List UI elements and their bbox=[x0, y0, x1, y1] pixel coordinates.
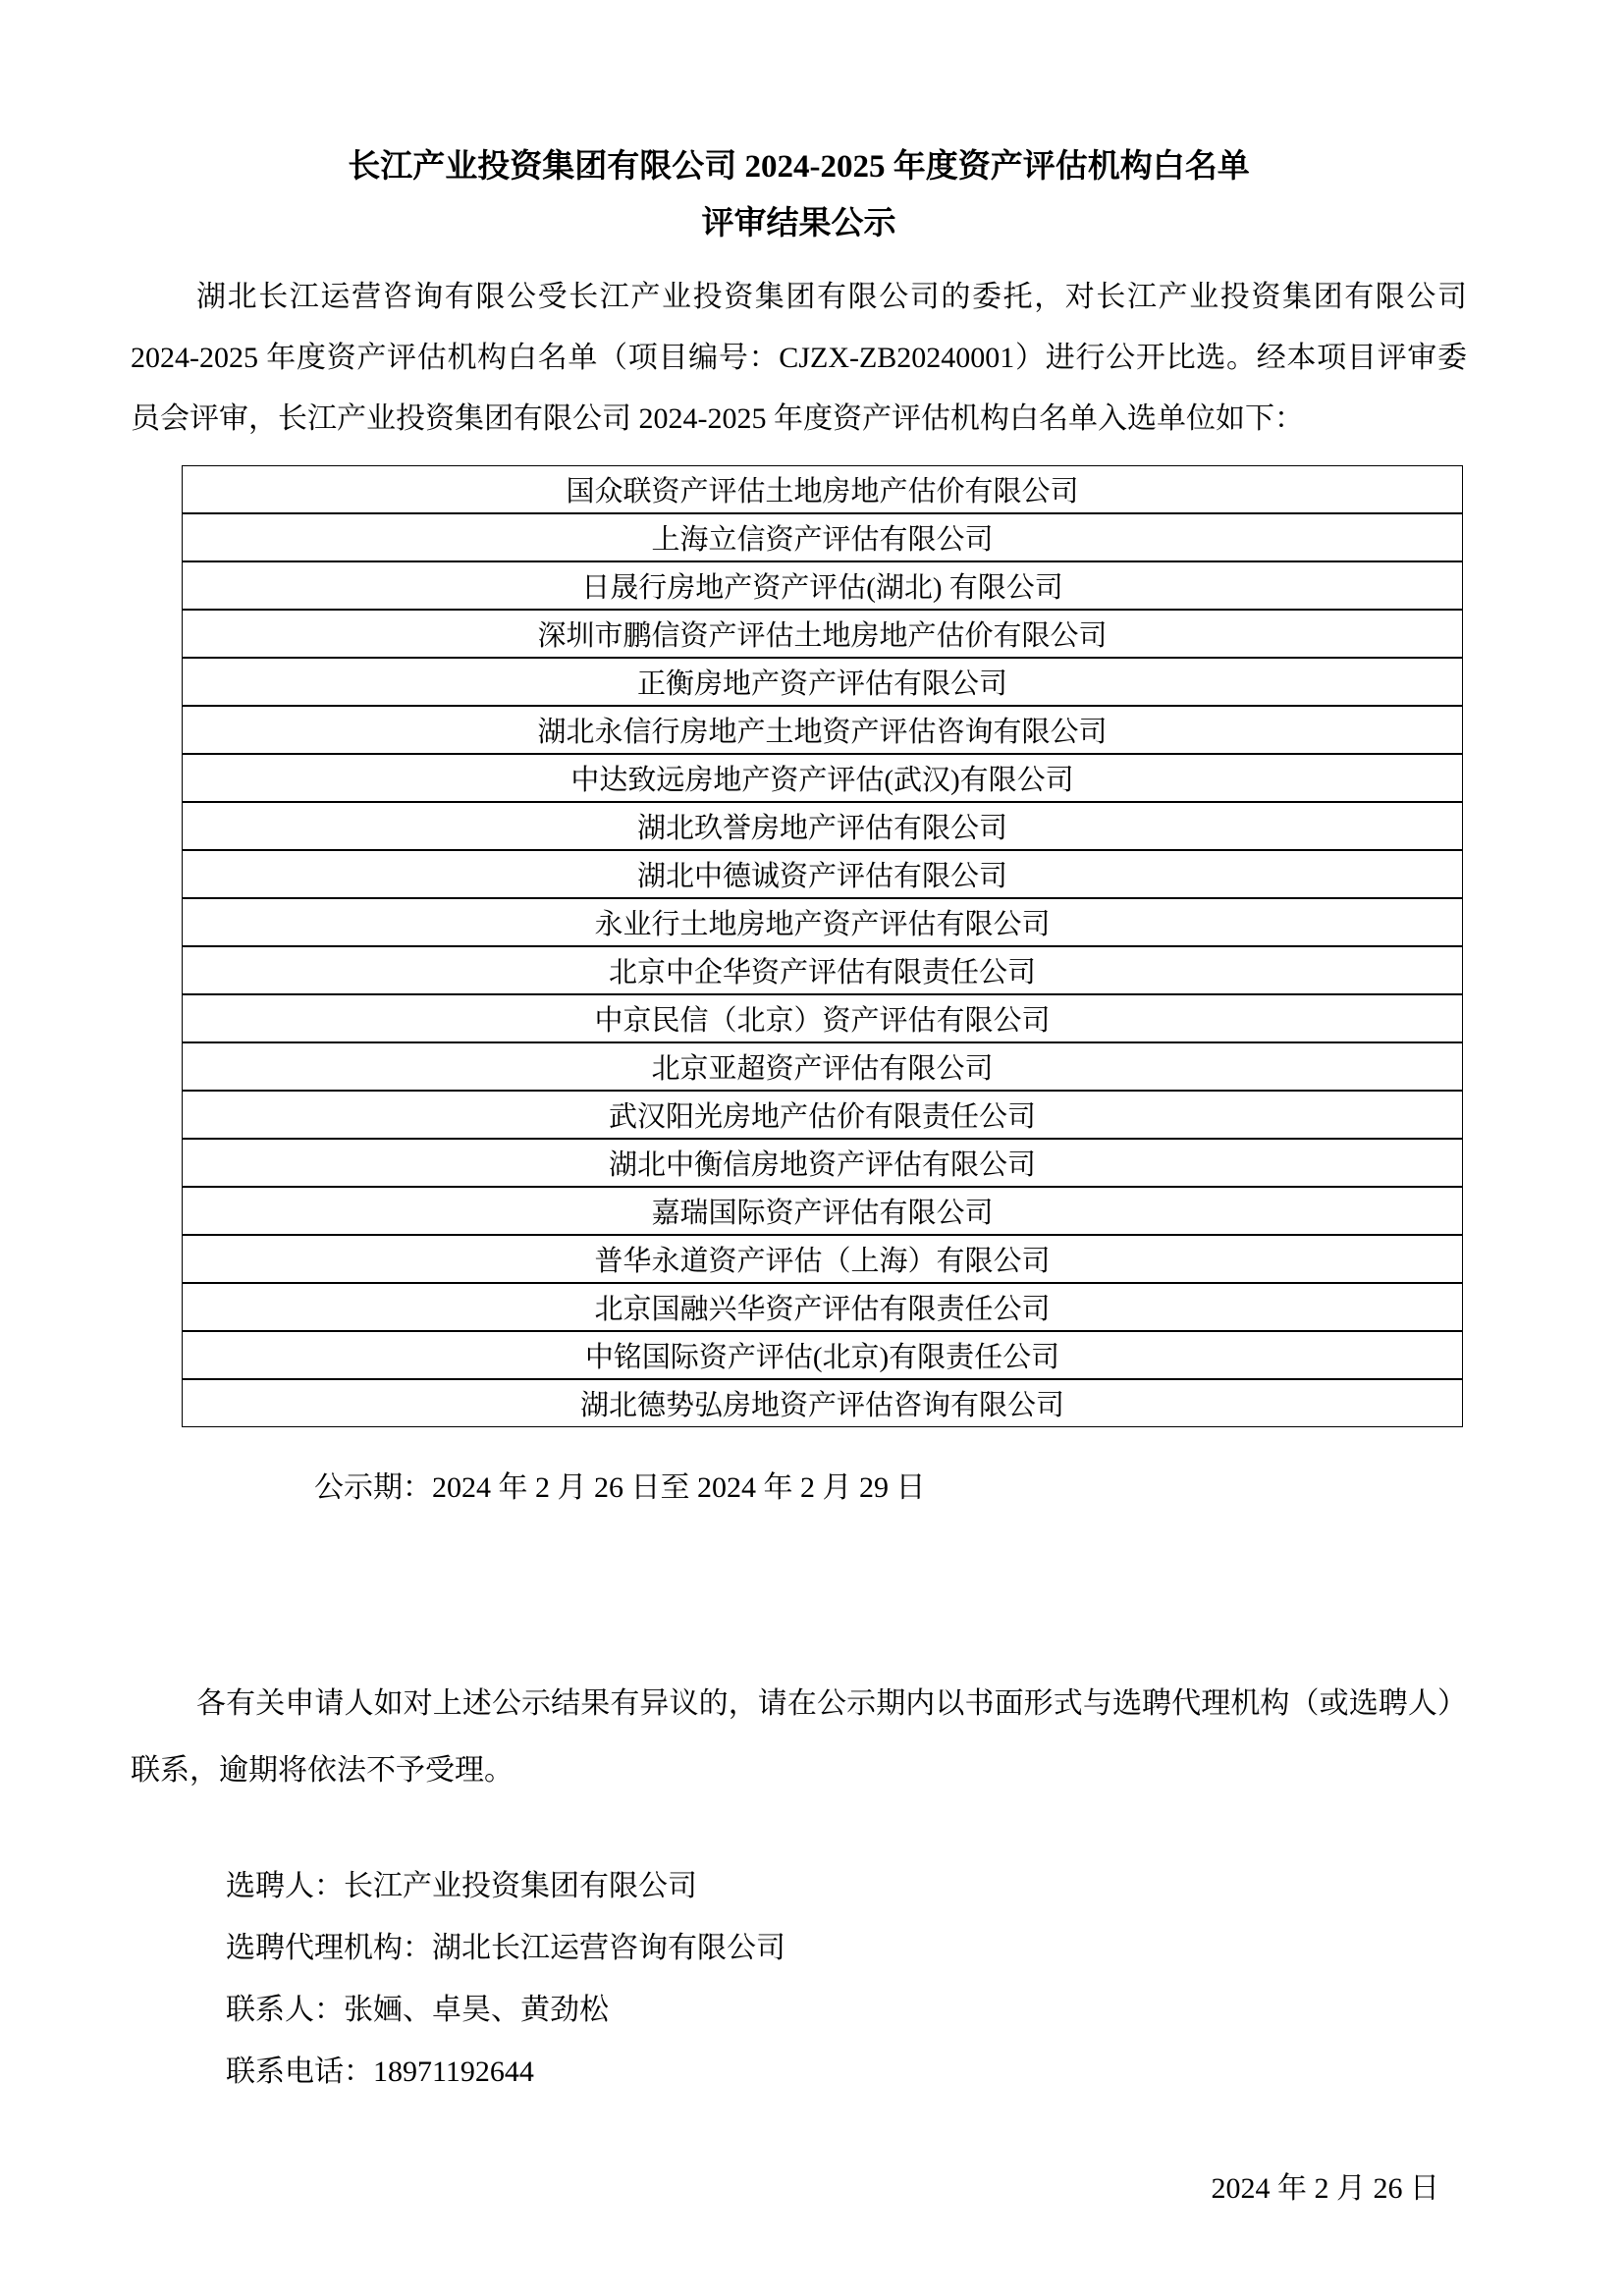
publicity-period: 公示期：2024 年 2 月 26 日至 2024 年 2 月 29 日 bbox=[314, 1470, 926, 1504]
company-name-cell: 北京中企华资产评估有限责任公司 bbox=[182, 946, 1463, 994]
table-row bbox=[182, 561, 1463, 610]
table-row bbox=[182, 610, 1463, 658]
contact-block bbox=[131, 1855, 1467, 2103]
company-name-cell: 北京亚超资产评估有限公司 bbox=[182, 1042, 1463, 1091]
company-name-cell: 湖北永信行房地产土地资产评估咨询有限公司 bbox=[182, 706, 1463, 754]
table-row bbox=[182, 1042, 1463, 1091]
table-row bbox=[182, 706, 1463, 754]
table-row bbox=[182, 1283, 1463, 1331]
table-row bbox=[182, 1379, 1463, 1427]
table-row bbox=[182, 1187, 1463, 1235]
table-row bbox=[182, 513, 1463, 561]
company-name-cell: 中铭国际资产评估(北京)有限责任公司 bbox=[182, 1331, 1463, 1379]
table-row bbox=[182, 994, 1463, 1042]
table-row bbox=[182, 898, 1463, 946]
table-row bbox=[182, 850, 1463, 898]
table-row bbox=[182, 1235, 1463, 1283]
company-name-cell: 上海立信资产评估有限公司 bbox=[182, 513, 1463, 561]
contact-persons-line: 联系人：张婳、卓昊、黄劲松 bbox=[226, 1993, 609, 2026]
document-title-line2: 评审结果公示 bbox=[701, 205, 896, 241]
company-name-cell: 深圳市鹏信资产评估土地房地产估价有限公司 bbox=[182, 610, 1463, 658]
table-row bbox=[182, 802, 1463, 850]
company-name-cell: 中京民信（北京）资产评估有限公司 bbox=[182, 994, 1463, 1042]
document-title-line1: 长江产业投资集团有限公司 2024-2025 年度资产评估机构白名单 bbox=[348, 149, 1250, 185]
selected-companies-table bbox=[182, 465, 1463, 1427]
selected-companies-body bbox=[182, 465, 1463, 1427]
document-date: 2024 年 2 月 26 日 bbox=[1211, 2171, 1439, 2205]
company-name-cell: 湖北中衡信房地资产评估有限公司 bbox=[182, 1139, 1463, 1187]
contact-phone-line: 联系电话：18971192644 bbox=[226, 2055, 534, 2088]
company-name-cell: 永业行土地房地产资产评估有限公司 bbox=[182, 898, 1463, 946]
company-name-cell: 湖北中德诚资产评估有限公司 bbox=[182, 850, 1463, 898]
company-name-cell: 湖北玖誉房地产评估有限公司 bbox=[182, 802, 1463, 850]
company-name-cell: 中达致远房地产资产评估(武汉)有限公司 bbox=[182, 754, 1463, 802]
table-row bbox=[182, 1091, 1463, 1139]
table-row bbox=[182, 658, 1463, 706]
table-row bbox=[182, 1331, 1463, 1379]
company-name-cell: 普华永道资产评估（上海）有限公司 bbox=[182, 1235, 1463, 1283]
employer-line: 选聘人：长江产业投资集团有限公司 bbox=[226, 1869, 697, 1902]
table-row bbox=[182, 754, 1463, 802]
company-name-cell: 正衡房地产资产评估有限公司 bbox=[182, 658, 1463, 706]
company-name-cell: 日晟行房地产资产评估(湖北) 有限公司 bbox=[182, 561, 1463, 610]
company-name-cell: 国众联资产评估土地房地产估价有限公司 bbox=[182, 465, 1463, 513]
company-name-cell: 嘉瑞国际资产评估有限公司 bbox=[182, 1187, 1463, 1235]
table-row bbox=[182, 1139, 1463, 1187]
objection-paragraph: 各有关申请人如对上述公示结果有异议的，请在公示期内以书面形式与选聘代理机构（或选聘人）联系，逾期将依法不予受理。 bbox=[131, 1686, 1467, 1787]
table-row bbox=[182, 465, 1463, 513]
table-row bbox=[182, 946, 1463, 994]
intro-paragraph: 湖北长江运营咨询有限公受长江产业投资集团有限公司的委托，对长江产业投资集团有限公司 2024-2025 年度资产评估机构白名单（项目编号：CJZX-ZB20240001）进行公开比选。经本项目评审委员会评审，长江产业投资集团有限公司 2024-2025 年度资产评估机构白名单入选单位如下： bbox=[131, 280, 1467, 435]
agency-line: 选聘代理机构：湖北长江运营咨询有限公司 bbox=[226, 1931, 785, 1964]
company-name-cell: 北京国融兴华资产评估有限责任公司 bbox=[182, 1283, 1463, 1331]
company-name-cell: 武汉阳光房地产估价有限责任公司 bbox=[182, 1091, 1463, 1139]
company-name-cell: 湖北德势弘房地资产评估咨询有限公司 bbox=[182, 1379, 1463, 1427]
